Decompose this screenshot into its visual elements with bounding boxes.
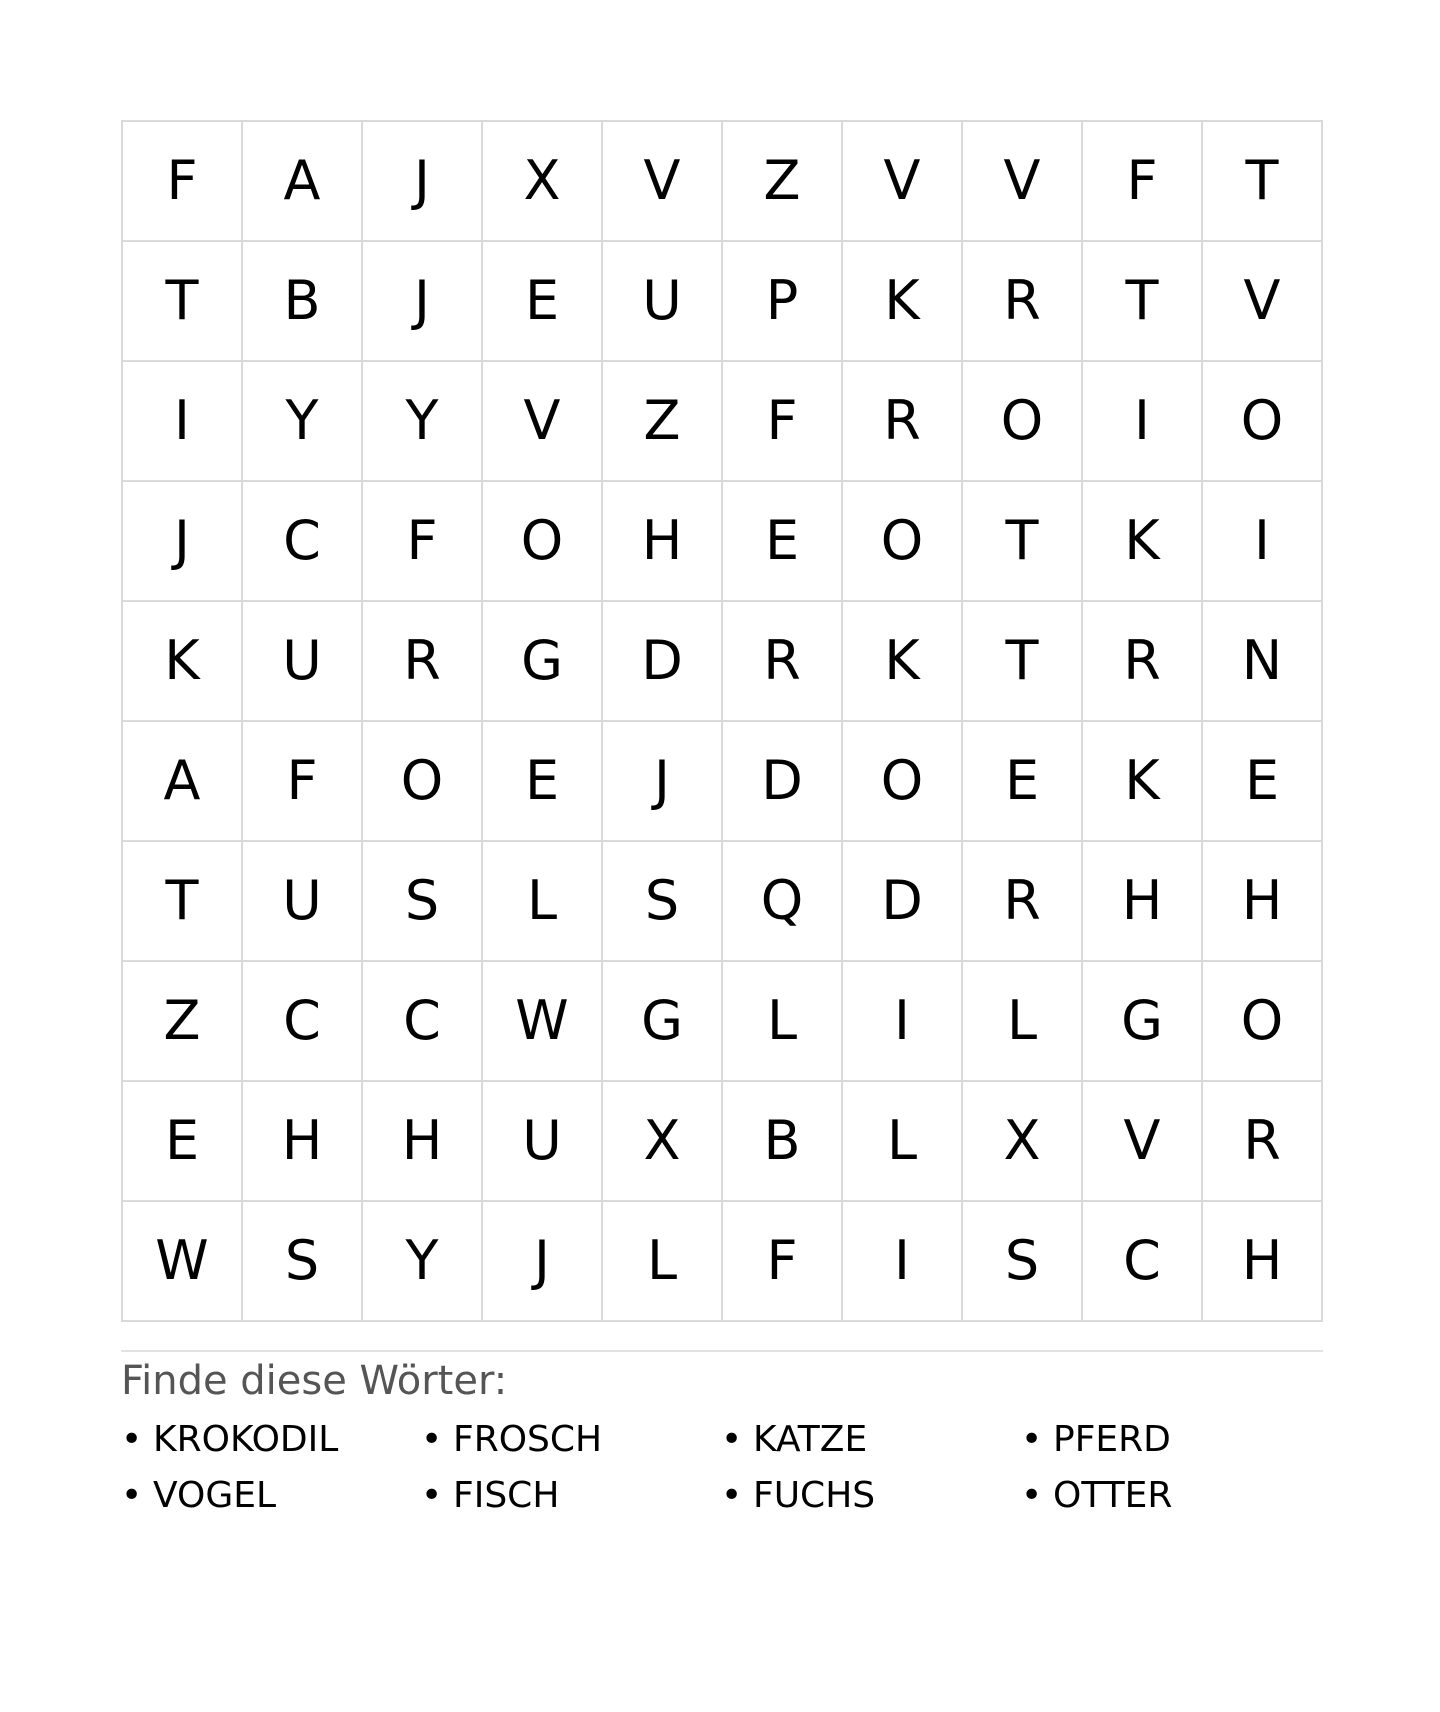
grid-cell[interactable]: A (243, 122, 363, 242)
grid-cell[interactable]: Z (123, 962, 243, 1082)
grid-cell[interactable]: L (963, 962, 1083, 1082)
word-label: KATZE (753, 1419, 868, 1460)
grid-cell[interactable]: L (723, 962, 843, 1082)
grid-cell[interactable]: H (363, 1082, 483, 1202)
word-label: FROSCH (453, 1419, 603, 1460)
grid-cell[interactable]: K (123, 602, 243, 722)
grid-cell[interactable]: R (963, 242, 1083, 362)
grid-cell[interactable]: J (483, 1202, 603, 1322)
grid-cell[interactable]: H (1203, 1202, 1323, 1322)
grid-cell[interactable]: D (723, 722, 843, 842)
grid-cell[interactable]: Z (603, 362, 723, 482)
grid-cell[interactable]: X (603, 1082, 723, 1202)
grid-cell[interactable]: O (843, 482, 963, 602)
grid-cell[interactable]: U (603, 242, 723, 362)
grid-cell[interactable]: H (243, 1082, 363, 1202)
grid-cell[interactable]: K (1083, 722, 1203, 842)
word-list-item (121, 1412, 421, 1468)
bullet-icon: • (1021, 1419, 1043, 1460)
grid-cell[interactable]: F (723, 362, 843, 482)
grid-cell[interactable]: C (243, 482, 363, 602)
grid-cell[interactable]: O (1203, 962, 1323, 1082)
grid-cell[interactable]: E (123, 1082, 243, 1202)
grid-cell[interactable]: J (363, 242, 483, 362)
word-label: KROKODIL (153, 1419, 339, 1460)
grid-cell[interactable]: C (243, 962, 363, 1082)
letter-grid (121, 120, 1323, 1322)
word-list-item (721, 1468, 1021, 1524)
grid-cell[interactable]: Z (723, 122, 843, 242)
grid-cell[interactable]: J (603, 722, 723, 842)
bullet-icon: • (1021, 1475, 1043, 1516)
grid-cell[interactable]: R (363, 602, 483, 722)
word-list (121, 1412, 1321, 1524)
grid-cell[interactable]: I (123, 362, 243, 482)
word-list-title: Finde diese Wörter: (121, 1358, 508, 1404)
grid-cell[interactable]: O (843, 722, 963, 842)
grid-cell[interactable]: C (363, 962, 483, 1082)
word-list-item (721, 1412, 1021, 1468)
grid-cell[interactable]: U (243, 842, 363, 962)
word-label: PFERD (1053, 1419, 1171, 1460)
grid-cell[interactable]: Q (723, 842, 843, 962)
grid-cell[interactable]: T (1083, 242, 1203, 362)
word-list-item (421, 1412, 721, 1468)
grid-cell[interactable]: H (1083, 842, 1203, 962)
grid-cell[interactable]: N (1203, 602, 1323, 722)
grid-cell[interactable]: Y (363, 362, 483, 482)
bullet-icon: • (121, 1475, 143, 1516)
grid-cell[interactable]: B (243, 242, 363, 362)
grid-cell[interactable]: B (723, 1082, 843, 1202)
divider (121, 1350, 1323, 1352)
grid-cell[interactable]: S (603, 842, 723, 962)
grid-cell[interactable]: K (1083, 482, 1203, 602)
grid-cell[interactable]: O (363, 722, 483, 842)
grid-cell[interactable]: V (843, 122, 963, 242)
grid-cell[interactable]: E (963, 722, 1083, 842)
grid-cell[interactable]: S (243, 1202, 363, 1322)
grid-cell[interactable]: R (1083, 602, 1203, 722)
grid-cell[interactable]: W (123, 1202, 243, 1322)
grid-cell[interactable]: T (963, 482, 1083, 602)
grid-cell[interactable]: W (483, 962, 603, 1082)
grid-cell[interactable]: U (483, 1082, 603, 1202)
grid-cell[interactable]: I (843, 962, 963, 1082)
grid-cell[interactable]: D (603, 602, 723, 722)
word-search-puzzle (121, 120, 1321, 1524)
grid-cell[interactable]: S (963, 1202, 1083, 1322)
grid-cell[interactable]: X (483, 122, 603, 242)
grid-cell[interactable]: G (603, 962, 723, 1082)
grid-cell[interactable]: D (843, 842, 963, 962)
word-list-item (1021, 1412, 1321, 1468)
grid-cell[interactable]: T (963, 602, 1083, 722)
grid-cell[interactable]: O (963, 362, 1083, 482)
grid-cell[interactable]: A (123, 722, 243, 842)
grid-cell[interactable]: V (603, 122, 723, 242)
grid-cell[interactable]: F (123, 122, 243, 242)
grid-cell[interactable]: R (963, 842, 1083, 962)
grid-cell[interactable]: T (123, 842, 243, 962)
grid-cell[interactable]: V (1083, 1082, 1203, 1202)
grid-cell[interactable]: C (1083, 1202, 1203, 1322)
grid-cell[interactable]: R (723, 602, 843, 722)
grid-cell[interactable]: I (1203, 482, 1323, 602)
bullet-icon: • (721, 1419, 743, 1460)
grid-cell[interactable]: L (843, 1082, 963, 1202)
grid-cell[interactable]: T (123, 242, 243, 362)
grid-cell[interactable]: V (483, 362, 603, 482)
grid-cell[interactable]: L (483, 842, 603, 962)
grid-cell[interactable]: G (483, 602, 603, 722)
grid-cell[interactable]: F (363, 482, 483, 602)
grid-cell[interactable]: R (843, 362, 963, 482)
grid-cell[interactable]: J (123, 482, 243, 602)
word-list-item (421, 1468, 721, 1524)
grid-cell[interactable]: V (963, 122, 1083, 242)
grid-cell[interactable]: E (723, 482, 843, 602)
word-list-item (121, 1468, 421, 1524)
word-label: VOGEL (153, 1475, 277, 1516)
grid-cell[interactable]: V (1203, 242, 1323, 362)
grid-cell[interactable]: K (843, 602, 963, 722)
grid-cell[interactable]: E (483, 242, 603, 362)
grid-cell[interactable]: U (243, 602, 363, 722)
grid-cell[interactable]: L (603, 1202, 723, 1322)
grid-cell[interactable]: F (1083, 122, 1203, 242)
grid-cell[interactable]: O (1203, 362, 1323, 482)
grid-cell[interactable]: F (723, 1202, 843, 1322)
bullet-icon: • (421, 1475, 443, 1516)
grid-cell[interactable]: Y (243, 362, 363, 482)
grid-cell[interactable]: H (603, 482, 723, 602)
grid-cell[interactable]: K (843, 242, 963, 362)
grid-cell[interactable]: I (1083, 362, 1203, 482)
grid-cell[interactable]: P (723, 242, 843, 362)
grid-cell[interactable]: T (1203, 122, 1323, 242)
grid-cell[interactable]: O (483, 482, 603, 602)
grid-cell[interactable]: F (243, 722, 363, 842)
grid-cell[interactable]: R (1203, 1082, 1323, 1202)
word-label: FUCHS (753, 1475, 876, 1516)
grid-cell[interactable]: H (1203, 842, 1323, 962)
grid-cell[interactable]: S (363, 842, 483, 962)
grid-cell[interactable]: Y (363, 1202, 483, 1322)
bullet-icon: • (721, 1475, 743, 1516)
grid-cell[interactable]: I (843, 1202, 963, 1322)
word-label: FISCH (453, 1475, 560, 1516)
word-label: OTTER (1053, 1475, 1173, 1516)
grid-cell[interactable]: E (483, 722, 603, 842)
bullet-icon: • (421, 1419, 443, 1460)
bullet-icon: • (121, 1419, 143, 1460)
grid-cell[interactable]: G (1083, 962, 1203, 1082)
grid-cell[interactable]: X (963, 1082, 1083, 1202)
grid-cell[interactable]: E (1203, 722, 1323, 842)
grid-cell[interactable]: J (363, 122, 483, 242)
word-list-item (1021, 1468, 1321, 1524)
